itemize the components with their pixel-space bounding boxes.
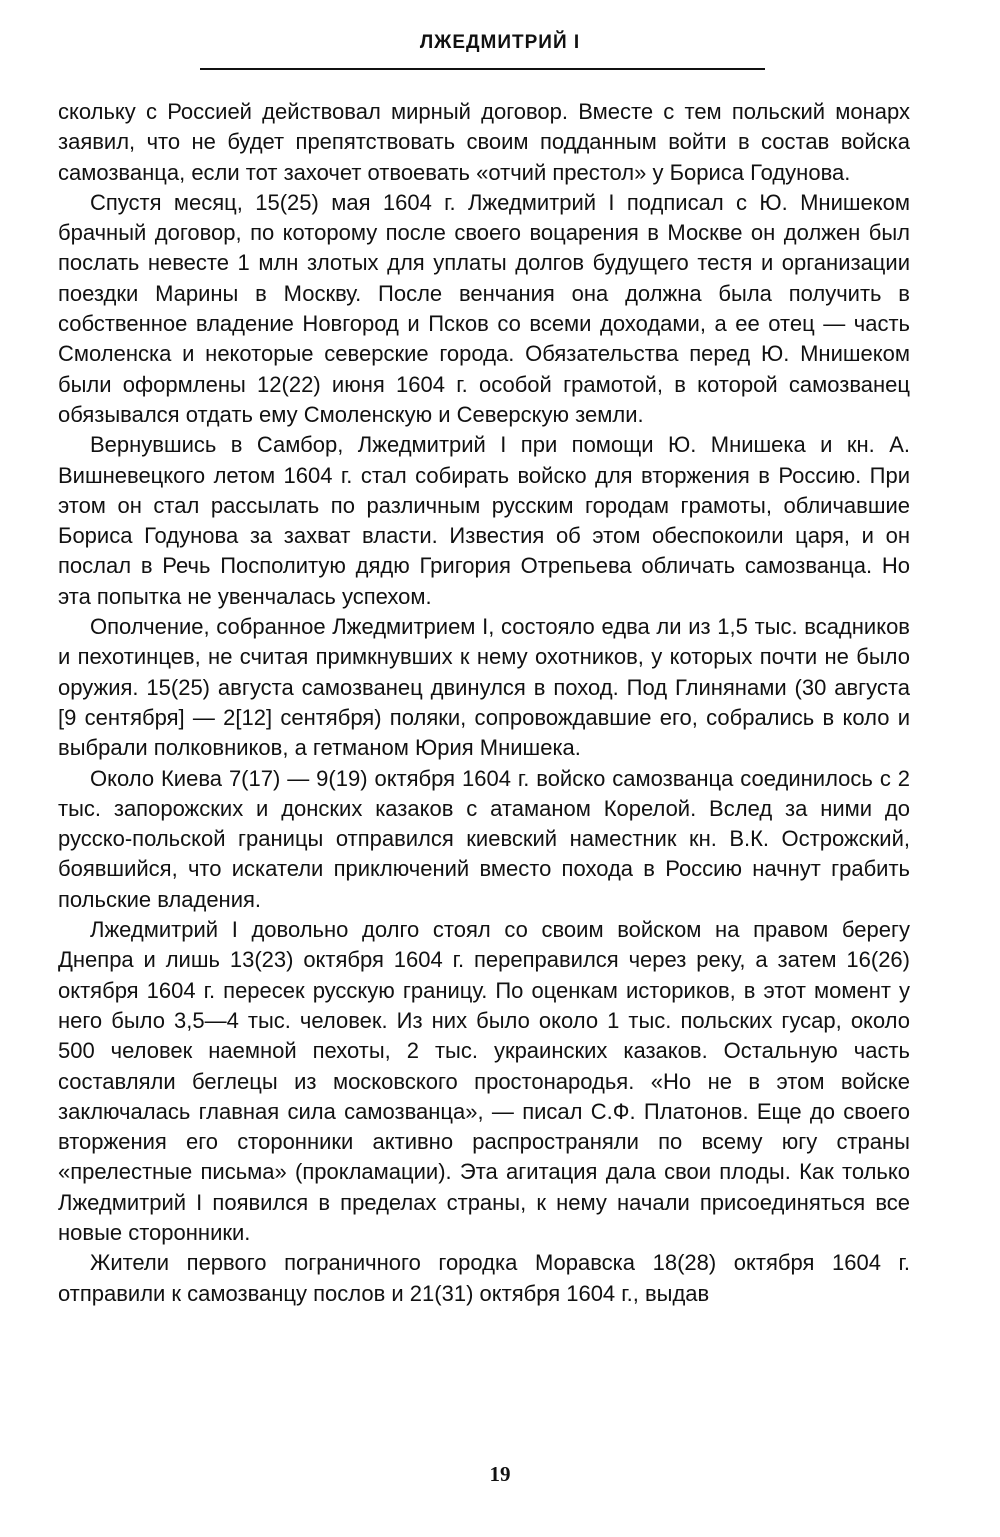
paragraph: Около Киева 7(17) — 9(19) октября 1604 г. войско самозванца соединилось с 2 тыс. запорожских и донских казаков с атаманом Корелой. Вслед за ними до русско-польской границы отправился киевский наместник кн. В.К. Острожский, боявшийся, что искатели приключений вместо похода в Россию начнут грабить польские владения. bbox=[58, 765, 910, 912]
paragraph: Жители первого пограничного городка Моравска 18(28) октября 1604 г. отправили к самозванцу послов и 21(31) октября 1604 г., выдав bbox=[58, 1250, 910, 1306]
running-title: ЛЖЕДМИТРИЙ I bbox=[419, 32, 581, 53]
paragraph: Лжедмитрий I довольно долго стоял со своим войском на правом берегу Днепра и лишь 13(23) октября 1604 г. переправился через реку, а затем 16(26) октября 1604 г. пересек русскую границу. По оценкам историков, в этот момент у него было 3,5—4 тыс. человек. Из них было около 1 тыс. польских гусар, около 500 человек наемной пехоты, 2 тыс. украинских казаков. Остальную часть составляли беглецы из московского простонародья. «Но не в этом войске заключалась главная сила самозванца», — писал С.Ф. Платонов. Еще до своего вторжения его сторонники активно распространяли по всему югу страны «прелестные письма» (прокламации). Эта агитация дала свои плоды. Как только Лжедмитрий I появился в пределах страны, к нему начали присоединяться все новые сторонники. bbox=[58, 917, 910, 1245]
paragraph: Ополчение, собранное Лжедмитрием I, состояло едва ли из 1,5 тыс. всадников и пехотинцев, не считая примкнувших к нему охотников, у которых почти не было оружия. 15(25) августа самозванец двинулся в поход. Под Глинянами (30 августа [9 сентября] — 2[12] сентября) поляки, сопровождавшие его, собрались в коло и выбрали полковников, а гетманом Юрия Мнишека. bbox=[58, 614, 910, 761]
body-text bbox=[58, 97, 910, 1309]
paragraph-continued: скольку с Россией действовал мирный договор. Вместе с тем польский монарх заявил, что не будет препятствовать своим подданным войти в состав войска самозванца, если тот захочет отвоевать «отчий престол» у Бориса Годунова. bbox=[58, 99, 910, 185]
paragraph: Вернувшись в Самбор, Лжедмитрий I при помощи Ю. Мнишека и кн. А. Вишневецкого летом 1604 г. стал собирать войско для вторжения в Россию. При этом он стал рассылать по различным русским городам грамоты, обличавшие Бориса Годунова за захват власти. Известия об этом обеспокоили царя, и он послал в Речь Посполитую дядю Григория Отрепьева обличать самозванца. Но эта попытка не увенчалась успехом. bbox=[58, 432, 910, 609]
header-rule bbox=[200, 68, 765, 70]
paragraph: Спустя месяц, 15(25) мая 1604 г. Лжедмитрий I подписал с Ю. Мнишеком брачный договор, по которому после своего воцарения в Москве он должен был послать невесте 1 млн злотых для уплаты долгов будущего тестя и организации поездки Марины в Москву. После венчания она должна была получить в собственное владение Новгород и Псков со всеми доходами, а ее отец — часть Смоленска и некоторые северские города. Обязательства перед Ю. Мнишеком были оформлены 12(22) июня 1604 г. особой грамотой, в которой самозванец обязывался отдать ему Смоленскую и Северскую земли. bbox=[58, 189, 910, 427]
page-number: 19 bbox=[489, 1462, 511, 1486]
